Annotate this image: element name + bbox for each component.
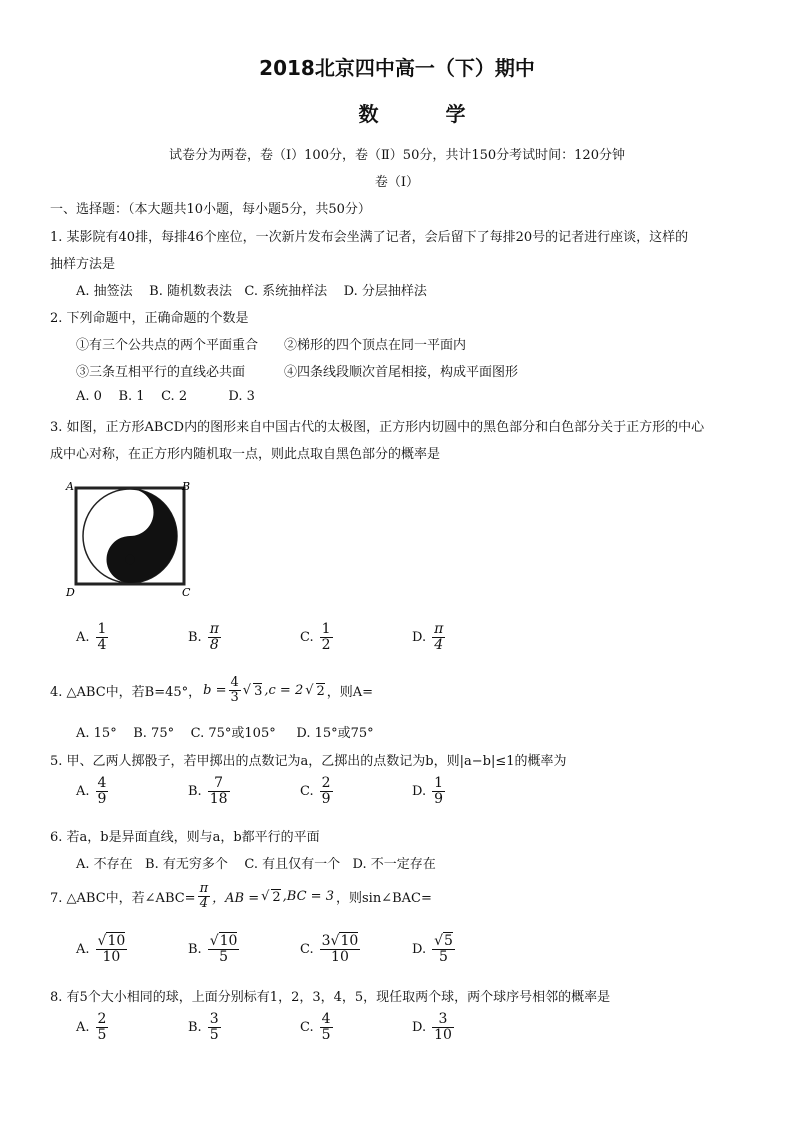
- denominator: 5: [219, 949, 229, 966]
- question-5-option-c: [300, 776, 333, 808]
- numerator: 4: [230, 675, 239, 690]
- denominator: 5: [321, 1027, 331, 1044]
- denominator: 3: [230, 690, 239, 706]
- question-3-option-d: [412, 622, 445, 654]
- bc-equals: ,BC = 3: [282, 889, 334, 905]
- fraction: [320, 622, 333, 654]
- option-label: C.: [300, 942, 314, 958]
- fraction: [320, 934, 361, 966]
- denominator: 8: [209, 637, 219, 654]
- denominator: 5: [209, 1027, 219, 1044]
- numerator: √5: [434, 933, 453, 949]
- fraction: [208, 622, 221, 654]
- denominator: 18: [209, 791, 228, 808]
- volume-label: 卷（Ⅰ）: [374, 175, 420, 190]
- question-4-stem: 4. △ABC中，若B=45°， b = $\frac{4}{3}$ √ 3 ,c = 2 √ 2 ，则A=: [50, 675, 374, 706]
- question-5-option-a: [76, 776, 108, 808]
- numerator: 3: [209, 1011, 219, 1027]
- fraction: [208, 1012, 221, 1044]
- fraction: [208, 934, 240, 966]
- denominator: 4: [97, 637, 107, 654]
- question-8-stem: 8. 有5个大小相同的球，上面分别标有1，2，3，4，5，现任取两个球，两个球序号相邻的概率是: [50, 990, 611, 1005]
- numerator: π: [209, 621, 219, 637]
- question-4-options: A. 15° B. 75° C. 75°或105° D. 15°或75°: [76, 726, 374, 741]
- question-2-statement-4: ④四条线段顺次首尾相接，构成平面图形: [284, 365, 519, 380]
- numerator: 4: [321, 1011, 331, 1027]
- question-1-options: A. 抽签法 B. 随机数表法 C. 系统抽样法 D. 分层抽样法: [76, 284, 427, 299]
- fraction: [320, 776, 333, 808]
- fraction: [96, 622, 109, 654]
- vertex-c-label: C: [182, 586, 191, 599]
- option-label: C.: [300, 784, 314, 800]
- question-3-line-2: 成中心对称，在正方形内随机取一点，则此点取自黑色部分的概率是: [50, 447, 441, 462]
- question-5-option-b: [188, 776, 230, 808]
- radicand: 10: [107, 933, 126, 949]
- vertex-b-label: B: [182, 480, 191, 493]
- option-label: A.: [76, 1020, 90, 1036]
- fraction: [96, 934, 128, 966]
- vertex-a-label: A: [66, 480, 74, 493]
- question-8-option-b: [188, 1012, 221, 1044]
- numerator: π: [199, 881, 209, 896]
- option-label: A.: [76, 784, 90, 800]
- question-3-line-1: 3. 如图，正方形ABCD内的图形来自中国古代的太极图，正方形内切圆中的黑色部分和白色部分关于正方形的中心: [50, 420, 705, 435]
- numerator: 3: [438, 1011, 448, 1027]
- option-label: C.: [300, 630, 314, 646]
- question-8-option-c: [300, 1012, 333, 1044]
- denominator: 2: [321, 637, 331, 654]
- numerator: 1: [321, 621, 331, 637]
- question-7-option-c: [300, 934, 360, 966]
- c-equals: ,c = 2: [264, 683, 304, 699]
- numerator: 1: [434, 775, 444, 791]
- fraction: [198, 882, 211, 912]
- question-2-stem: 2. 下列命题中，正确命题的个数是: [50, 311, 249, 326]
- option-label: A.: [76, 630, 90, 646]
- question-6-options: A. 不存在 B. 有无穷多个 C. 有且仅有一个 D. 不一定存在: [76, 857, 436, 872]
- fraction: [96, 776, 109, 808]
- question-2-statement-1: ①有三个公共点的两个平面重合: [76, 338, 259, 353]
- option-label: D.: [412, 784, 427, 800]
- question-2-options: A. 0 B. 1 C. 2 D. 3: [76, 389, 255, 404]
- numerator: √10: [209, 933, 238, 949]
- denominator: 5: [439, 949, 448, 966]
- option-label: B.: [188, 942, 202, 958]
- question-3-option-b: [188, 622, 221, 654]
- fraction: [96, 1012, 109, 1044]
- question-7-option-a: [76, 934, 127, 966]
- option-label: D.: [412, 942, 427, 958]
- denominator: 5: [97, 1027, 107, 1044]
- exam-info: 试卷分为两卷，卷（Ⅰ）100分，卷（Ⅱ）50分，共计150分考试时间：120分钟: [169, 148, 625, 163]
- denominator: 9: [97, 791, 107, 808]
- numerator: 7: [214, 775, 224, 791]
- question-1-line-1: 1. 某影院有40排，每排46个座位，一次新片发布会坐满了记者，会后留下了每排20号的记者进行座谈，这样的: [50, 230, 689, 245]
- denominator: 9: [434, 791, 444, 808]
- denominator: 10: [434, 1027, 452, 1044]
- vertex-d-label: D: [66, 586, 75, 599]
- numerator: π: [434, 621, 444, 637]
- radicand: 2: [272, 889, 281, 905]
- taiji-figure: [62, 476, 196, 600]
- question-1-line-2: 抽样方法是: [50, 257, 116, 272]
- section-heading: 一、选择题：（本大题共10小题，每小题5分，共50分）: [50, 202, 371, 217]
- denominator: 10: [331, 949, 349, 966]
- question-7-suffix: ，则sin∠BAC=: [335, 891, 432, 907]
- denominator: 10: [102, 949, 121, 966]
- subject-title: 数 学: [358, 102, 496, 126]
- numerator: 4: [97, 775, 107, 791]
- option-label: B.: [188, 784, 202, 800]
- option-label: B.: [188, 630, 202, 646]
- denominator: 4: [199, 896, 208, 912]
- question-7-prefix: 7. △ABC中，若∠ABC=: [50, 891, 196, 907]
- fraction: [432, 776, 445, 808]
- radicand: 10: [340, 933, 359, 949]
- radicand: 3: [254, 683, 263, 699]
- question-2-statement-3: ③三条互相平行的直线必共面: [76, 365, 246, 380]
- coefficient: 3: [321, 933, 331, 949]
- b-equals: b =: [203, 683, 227, 699]
- fraction: [208, 776, 230, 808]
- question-2-statement-2: ②梯形的四个顶点在同一平面内: [284, 338, 467, 353]
- question-7-option-d: [412, 934, 455, 966]
- fraction: [229, 676, 241, 706]
- question-3-option-a: [76, 622, 108, 654]
- radicand: 2: [316, 683, 325, 699]
- question-4-prefix: 4. △ABC中，若B=45°，: [50, 685, 202, 701]
- numerator: √10: [97, 933, 126, 949]
- question-3-option-c: [300, 622, 333, 654]
- ab-equals: ，AB =: [212, 891, 260, 907]
- denominator: 9: [321, 791, 331, 808]
- fraction: [432, 622, 445, 654]
- question-5-option-d: [412, 776, 445, 808]
- option-label: D.: [412, 630, 427, 646]
- numerator: 2: [321, 775, 331, 791]
- fraction: [432, 934, 455, 966]
- question-7-stem: 7. △ABC中，若∠ABC= $\frac{\pi}{4}$ ，AB = √ 2 ,BC = 3 ，则sin∠BAC=: [50, 881, 432, 912]
- numerator: 2: [97, 1011, 107, 1027]
- page-title: 2018北京四中高一（下）期中: [259, 56, 535, 80]
- option-label: C.: [300, 1020, 314, 1036]
- question-4-suffix: ，则A=: [326, 685, 374, 701]
- option-label: B.: [188, 1020, 202, 1036]
- fraction: [320, 1012, 333, 1044]
- denominator: 4: [434, 637, 444, 654]
- radicand: 10: [219, 933, 238, 949]
- option-label: D.: [412, 1020, 427, 1036]
- question-8-option-a: [76, 1012, 108, 1044]
- numerator: 3√10: [321, 933, 359, 949]
- question-6-stem: 6. 若a，b是异面直线，则与a，b都平行的平面: [50, 830, 320, 845]
- option-label: A.: [76, 942, 90, 958]
- fraction: [432, 1012, 454, 1044]
- question-8-option-d: [412, 1012, 454, 1044]
- question-5-stem: 5. 甲、乙两人掷骰子，若甲掷出的点数记为a，乙掷出的点数记为b，则|a−b|≤1的概率为: [50, 754, 567, 769]
- question-7-option-b: [188, 934, 239, 966]
- numerator: 1: [97, 621, 107, 637]
- radicand: 5: [444, 933, 453, 949]
